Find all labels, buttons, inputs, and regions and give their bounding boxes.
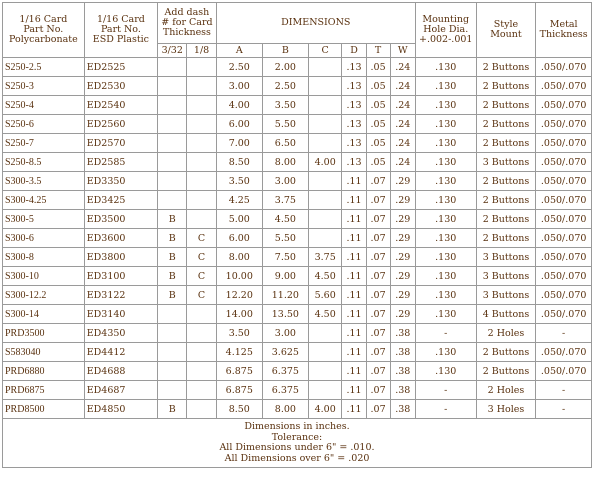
polycarbonate-part-cell: S300-3.5 <box>3 172 85 191</box>
dim-t-cell: .05 <box>366 96 390 115</box>
dim-w-cell: .29 <box>390 191 415 210</box>
dim-b-cell: 4.50 <box>262 210 308 229</box>
dim-a-cell: 3.50 <box>216 324 262 343</box>
header-add-dash: Add dash # for Card Thickness <box>158 3 217 44</box>
dim-t-cell: .07 <box>366 191 390 210</box>
dim-b-cell: 6.375 <box>262 381 308 400</box>
dim-c-cell <box>308 210 342 229</box>
subheader-dim-b: B <box>262 44 308 58</box>
mounting-hole-cell: .130 <box>415 134 476 153</box>
dash-1-8-cell <box>187 210 216 229</box>
dim-w-cell: .24 <box>390 153 415 172</box>
esd-part-cell: ED2525 <box>84 58 157 77</box>
table-row <box>3 305 592 324</box>
dim-t-cell: .07 <box>366 210 390 229</box>
esd-part-cell: ED3122 <box>84 286 157 305</box>
mounting-hole-cell: .130 <box>415 305 476 324</box>
style-mount-cell: 3 Buttons <box>476 153 536 172</box>
table-row <box>3 210 592 229</box>
style-mount-cell: 2 Buttons <box>476 58 536 77</box>
dim-c-cell <box>308 229 342 248</box>
dim-b-cell: 3.00 <box>262 324 308 343</box>
dim-t-cell: .07 <box>366 305 390 324</box>
table-row <box>3 248 592 267</box>
metal-thickness-cell: .050/.070 <box>536 134 592 153</box>
table-row <box>3 134 592 153</box>
dash-3-32-cell <box>158 305 187 324</box>
table-row <box>3 58 592 77</box>
esd-part-cell: ED4412 <box>84 343 157 362</box>
dash-1-8-cell <box>187 324 216 343</box>
esd-part-cell: ED2560 <box>84 115 157 134</box>
metal-thickness-cell: .050/.070 <box>536 191 592 210</box>
dim-b-cell: 8.00 <box>262 153 308 172</box>
dim-t-cell: .07 <box>366 286 390 305</box>
style-mount-cell: 2 Buttons <box>476 77 536 96</box>
dim-t-cell: .05 <box>366 153 390 172</box>
polycarbonate-part-cell: S300-10 <box>3 267 85 286</box>
header-metal-thickness: Metal Thickness <box>536 3 592 58</box>
table-row <box>3 153 592 172</box>
header-polycarbonate-part-no: 1/16 Card Part No. Polycarbonate <box>3 3 85 58</box>
dash-1-8-cell <box>187 96 216 115</box>
polycarbonate-part-cell: S300-8 <box>3 248 85 267</box>
esd-part-cell: ED3140 <box>84 305 157 324</box>
dim-t-cell: .07 <box>366 381 390 400</box>
metal-thickness-cell: .050/.070 <box>536 77 592 96</box>
dash-3-32-cell <box>158 343 187 362</box>
style-mount-cell: 2 Holes <box>476 324 536 343</box>
spec-table-body <box>3 58 592 419</box>
dash-1-8-cell <box>187 305 216 324</box>
style-mount-cell: 3 Holes <box>476 400 536 419</box>
esd-part-cell: ED2530 <box>84 77 157 96</box>
dim-c-cell: 5.60 <box>308 286 342 305</box>
esd-part-cell: ED3600 <box>84 229 157 248</box>
dash-3-32-cell: B <box>158 210 187 229</box>
esd-part-cell: ED3350 <box>84 172 157 191</box>
dim-c-cell: 4.00 <box>308 153 342 172</box>
dim-c-cell <box>308 343 342 362</box>
dash-1-8-cell <box>187 400 216 419</box>
mounting-hole-cell: - <box>415 381 476 400</box>
esd-part-cell: ED3100 <box>84 267 157 286</box>
polycarbonate-part-cell: S250-4 <box>3 96 85 115</box>
dim-c-cell <box>308 191 342 210</box>
subheader-dim-w: W <box>390 44 415 58</box>
metal-thickness-cell: .050/.070 <box>536 248 592 267</box>
dim-d-cell: .11 <box>342 324 366 343</box>
mounting-hole-cell: .130 <box>415 286 476 305</box>
style-mount-cell: 2 Buttons <box>476 172 536 191</box>
table-row <box>3 267 592 286</box>
dash-1-8-cell: C <box>187 286 216 305</box>
dash-1-8-cell <box>187 191 216 210</box>
dim-a-cell: 7.00 <box>216 134 262 153</box>
subheader-1-8: 1/8 <box>187 44 216 58</box>
dash-3-32-cell: B <box>158 267 187 286</box>
metal-thickness-cell: .050/.070 <box>536 362 592 381</box>
dim-c-cell <box>308 77 342 96</box>
metal-thickness-cell: .050/.070 <box>536 305 592 324</box>
subheader-dim-t: T <box>366 44 390 58</box>
dim-b-cell: 2.50 <box>262 77 308 96</box>
metal-thickness-cell: .050/.070 <box>536 210 592 229</box>
dim-w-cell: .24 <box>390 115 415 134</box>
polycarbonate-part-cell: S300-14 <box>3 305 85 324</box>
metal-thickness-cell: .050/.070 <box>536 286 592 305</box>
dim-t-cell: .05 <box>366 115 390 134</box>
dash-3-32-cell <box>158 191 187 210</box>
dim-a-cell: 3.00 <box>216 77 262 96</box>
table-row <box>3 362 592 381</box>
table-row <box>3 324 592 343</box>
header-mounting-hole-dia: Mounting Hole Dia. +.002-.001 <box>415 3 476 58</box>
dim-t-cell: .07 <box>366 229 390 248</box>
dash-3-32-cell: B <box>158 286 187 305</box>
esd-part-cell: ED4687 <box>84 381 157 400</box>
header-dimensions: DIMENSIONS <box>216 3 415 44</box>
dim-a-cell: 12.20 <box>216 286 262 305</box>
mounting-hole-cell: - <box>415 324 476 343</box>
dim-t-cell: .05 <box>366 58 390 77</box>
dim-d-cell: .13 <box>342 153 366 172</box>
dim-c-cell <box>308 172 342 191</box>
subheader-dim-d: D <box>342 44 366 58</box>
style-mount-cell: 3 Buttons <box>476 286 536 305</box>
dim-c-cell: 3.75 <box>308 248 342 267</box>
metal-thickness-cell: .050/.070 <box>536 58 592 77</box>
metal-thickness-cell: .050/.070 <box>536 343 592 362</box>
dash-1-8-cell <box>187 172 216 191</box>
dash-3-32-cell <box>158 58 187 77</box>
table-row <box>3 343 592 362</box>
table-row <box>3 286 592 305</box>
dim-a-cell: 6.00 <box>216 115 262 134</box>
dim-d-cell: .11 <box>342 362 366 381</box>
dim-b-cell: 3.625 <box>262 343 308 362</box>
dim-a-cell: 8.50 <box>216 153 262 172</box>
dim-a-cell: 4.00 <box>216 96 262 115</box>
style-mount-cell: 4 Buttons <box>476 305 536 324</box>
metal-thickness-cell: - <box>536 324 592 343</box>
mounting-hole-cell: .130 <box>415 229 476 248</box>
dash-1-8-cell <box>187 77 216 96</box>
dim-c-cell <box>308 115 342 134</box>
dash-1-8-cell: C <box>187 248 216 267</box>
style-mount-cell: 2 Buttons <box>476 343 536 362</box>
dash-1-8-cell <box>187 58 216 77</box>
dim-w-cell: .29 <box>390 305 415 324</box>
esd-part-cell: ED3500 <box>84 210 157 229</box>
table-row <box>3 96 592 115</box>
dim-d-cell: .11 <box>342 343 366 362</box>
dim-w-cell: .29 <box>390 172 415 191</box>
polycarbonate-part-cell: S300-4.25 <box>3 191 85 210</box>
spec-table-container <box>2 2 592 468</box>
dim-t-cell: .07 <box>366 324 390 343</box>
dim-d-cell: .11 <box>342 210 366 229</box>
dash-3-32-cell <box>158 381 187 400</box>
dim-w-cell: .24 <box>390 58 415 77</box>
dim-a-cell: 4.25 <box>216 191 262 210</box>
dim-c-cell <box>308 324 342 343</box>
dim-d-cell: .13 <box>342 134 366 153</box>
esd-part-cell: ED4688 <box>84 362 157 381</box>
dash-1-8-cell <box>187 153 216 172</box>
polycarbonate-part-cell: S300-5 <box>3 210 85 229</box>
polycarbonate-part-cell: S250-3 <box>3 77 85 96</box>
card-guide-spec-table <box>2 2 592 468</box>
dim-a-cell: 8.50 <box>216 400 262 419</box>
polycarbonate-part-cell: S300-6 <box>3 229 85 248</box>
dim-b-cell: 5.50 <box>262 115 308 134</box>
dim-d-cell: .11 <box>342 229 366 248</box>
dash-3-32-cell: B <box>158 229 187 248</box>
metal-thickness-cell: - <box>536 400 592 419</box>
dash-3-32-cell <box>158 96 187 115</box>
dim-a-cell: 6.875 <box>216 362 262 381</box>
table-row <box>3 400 592 419</box>
dim-b-cell: 6.375 <box>262 362 308 381</box>
mounting-hole-cell: .130 <box>415 210 476 229</box>
mounting-hole-cell: .130 <box>415 248 476 267</box>
dim-t-cell: .07 <box>366 267 390 286</box>
mounting-hole-cell: .130 <box>415 96 476 115</box>
polycarbonate-part-cell: PRD6880 <box>3 362 85 381</box>
dash-1-8-cell <box>187 343 216 362</box>
polycarbonate-part-cell: S300-12.2 <box>3 286 85 305</box>
metal-thickness-cell: .050/.070 <box>536 172 592 191</box>
dim-d-cell: .11 <box>342 248 366 267</box>
dim-a-cell: 6.00 <box>216 229 262 248</box>
dim-b-cell: 11.20 <box>262 286 308 305</box>
polycarbonate-part-cell: S250-8.5 <box>3 153 85 172</box>
dim-a-cell: 8.00 <box>216 248 262 267</box>
dim-w-cell: .38 <box>390 324 415 343</box>
dim-b-cell: 2.00 <box>262 58 308 77</box>
dim-c-cell <box>308 381 342 400</box>
metal-thickness-cell: .050/.070 <box>536 115 592 134</box>
dim-a-cell: 10.00 <box>216 267 262 286</box>
dash-1-8-cell: C <box>187 229 216 248</box>
mounting-hole-cell: - <box>415 400 476 419</box>
dim-t-cell: .07 <box>366 172 390 191</box>
dim-w-cell: .29 <box>390 286 415 305</box>
esd-part-cell: ED2585 <box>84 153 157 172</box>
dim-d-cell: .13 <box>342 77 366 96</box>
dim-w-cell: .24 <box>390 134 415 153</box>
metal-thickness-cell: .050/.070 <box>536 96 592 115</box>
dim-a-cell: 14.00 <box>216 305 262 324</box>
mounting-hole-cell: .130 <box>415 77 476 96</box>
dim-w-cell: .29 <box>390 229 415 248</box>
dash-1-8-cell <box>187 115 216 134</box>
style-mount-cell: 2 Buttons <box>476 134 536 153</box>
dash-1-8-cell <box>187 381 216 400</box>
esd-part-cell: ED4350 <box>84 324 157 343</box>
header-esd-part-no: 1/16 Card Part No. ESD Plastic <box>84 3 157 58</box>
esd-part-cell: ED4850 <box>84 400 157 419</box>
esd-part-cell: ED3800 <box>84 248 157 267</box>
polycarbonate-part-cell: PRD8500 <box>3 400 85 419</box>
style-mount-cell: 2 Buttons <box>476 229 536 248</box>
dim-b-cell: 3.50 <box>262 96 308 115</box>
dim-w-cell: .29 <box>390 248 415 267</box>
dash-3-32-cell: B <box>158 400 187 419</box>
table-row <box>3 77 592 96</box>
dim-b-cell: 3.00 <box>262 172 308 191</box>
dim-t-cell: .05 <box>366 134 390 153</box>
polycarbonate-part-cell: PRD6875 <box>3 381 85 400</box>
dim-d-cell: .11 <box>342 286 366 305</box>
style-mount-cell: 2 Buttons <box>476 96 536 115</box>
table-row <box>3 381 592 400</box>
dim-t-cell: .05 <box>366 77 390 96</box>
polycarbonate-part-cell: S250-6 <box>3 115 85 134</box>
dash-3-32-cell <box>158 134 187 153</box>
dim-t-cell: .07 <box>366 362 390 381</box>
dim-a-cell: 2.50 <box>216 58 262 77</box>
dim-w-cell: .29 <box>390 267 415 286</box>
mounting-hole-cell: .130 <box>415 267 476 286</box>
dim-t-cell: .07 <box>366 248 390 267</box>
style-mount-cell: 2 Buttons <box>476 362 536 381</box>
metal-thickness-cell: .050/.070 <box>536 229 592 248</box>
dim-c-cell: 4.50 <box>308 305 342 324</box>
esd-part-cell: ED2540 <box>84 96 157 115</box>
dim-d-cell: .13 <box>342 58 366 77</box>
dim-d-cell: .13 <box>342 96 366 115</box>
dim-w-cell: .29 <box>390 210 415 229</box>
mounting-hole-cell: .130 <box>415 172 476 191</box>
dim-a-cell: 4.125 <box>216 343 262 362</box>
dim-b-cell: 5.50 <box>262 229 308 248</box>
dim-c-cell <box>308 134 342 153</box>
style-mount-cell: 2 Buttons <box>476 115 536 134</box>
dim-b-cell: 3.75 <box>262 191 308 210</box>
metal-thickness-cell: - <box>536 381 592 400</box>
table-row <box>3 115 592 134</box>
dim-c-cell <box>308 362 342 381</box>
dash-3-32-cell <box>158 153 187 172</box>
dash-3-32-cell <box>158 324 187 343</box>
subheader-dim-c: C <box>308 44 342 58</box>
dim-c-cell: 4.50 <box>308 267 342 286</box>
dim-d-cell: .13 <box>342 115 366 134</box>
table-row <box>3 172 592 191</box>
subheader-3-32: 3/32 <box>158 44 187 58</box>
dim-d-cell: .11 <box>342 381 366 400</box>
dim-w-cell: .24 <box>390 96 415 115</box>
esd-part-cell: ED3425 <box>84 191 157 210</box>
dim-c-cell <box>308 96 342 115</box>
style-mount-cell: 3 Buttons <box>476 248 536 267</box>
style-mount-cell: 2 Buttons <box>476 191 536 210</box>
metal-thickness-cell: .050/.070 <box>536 267 592 286</box>
dim-t-cell: .07 <box>366 343 390 362</box>
mounting-hole-cell: .130 <box>415 343 476 362</box>
dim-b-cell: 13.50 <box>262 305 308 324</box>
dim-c-cell: 4.00 <box>308 400 342 419</box>
dim-d-cell: .11 <box>342 267 366 286</box>
metal-thickness-cell: .050/.070 <box>536 153 592 172</box>
header-style-mount: Style Mount <box>476 3 536 58</box>
dim-a-cell: 3.50 <box>216 172 262 191</box>
mounting-hole-cell: .130 <box>415 362 476 381</box>
mounting-hole-cell: .130 <box>415 58 476 77</box>
dim-b-cell: 7.50 <box>262 248 308 267</box>
dim-d-cell: .11 <box>342 305 366 324</box>
mounting-hole-cell: .130 <box>415 153 476 172</box>
polycarbonate-part-cell: S250-7 <box>3 134 85 153</box>
dash-3-32-cell: B <box>158 248 187 267</box>
dim-t-cell: .07 <box>366 400 390 419</box>
dim-w-cell: .24 <box>390 77 415 96</box>
dim-w-cell: .38 <box>390 400 415 419</box>
table-row <box>3 229 592 248</box>
dim-b-cell: 8.00 <box>262 400 308 419</box>
dim-w-cell: .38 <box>390 381 415 400</box>
dim-b-cell: 6.50 <box>262 134 308 153</box>
tolerance-note: Dimensions in inches. Tolerance: All Dimensions under 6" = .010. All Dimensions over 6" = .020 <box>3 419 592 468</box>
esd-part-cell: ED2570 <box>84 134 157 153</box>
dim-b-cell: 9.00 <box>262 267 308 286</box>
dash-3-32-cell <box>158 172 187 191</box>
dim-w-cell: .38 <box>390 343 415 362</box>
polycarbonate-part-cell: S250-2.5 <box>3 58 85 77</box>
style-mount-cell: 2 Holes <box>476 381 536 400</box>
dim-c-cell <box>308 58 342 77</box>
table-row <box>3 191 592 210</box>
dash-1-8-cell <box>187 134 216 153</box>
dash-3-32-cell <box>158 362 187 381</box>
mounting-hole-cell: .130 <box>415 191 476 210</box>
subheader-dim-a: A <box>216 44 262 58</box>
dash-1-8-cell <box>187 362 216 381</box>
dim-d-cell: .11 <box>342 400 366 419</box>
dim-d-cell: .11 <box>342 191 366 210</box>
dim-w-cell: .38 <box>390 362 415 381</box>
polycarbonate-part-cell: PRD3500 <box>3 324 85 343</box>
dim-a-cell: 5.00 <box>216 210 262 229</box>
style-mount-cell: 3 Buttons <box>476 267 536 286</box>
polycarbonate-part-cell: S583040 <box>3 343 85 362</box>
style-mount-cell: 2 Buttons <box>476 210 536 229</box>
mounting-hole-cell: .130 <box>415 115 476 134</box>
dash-1-8-cell: C <box>187 267 216 286</box>
dash-3-32-cell <box>158 77 187 96</box>
dim-a-cell: 6.875 <box>216 381 262 400</box>
dim-d-cell: .11 <box>342 172 366 191</box>
dash-3-32-cell <box>158 115 187 134</box>
